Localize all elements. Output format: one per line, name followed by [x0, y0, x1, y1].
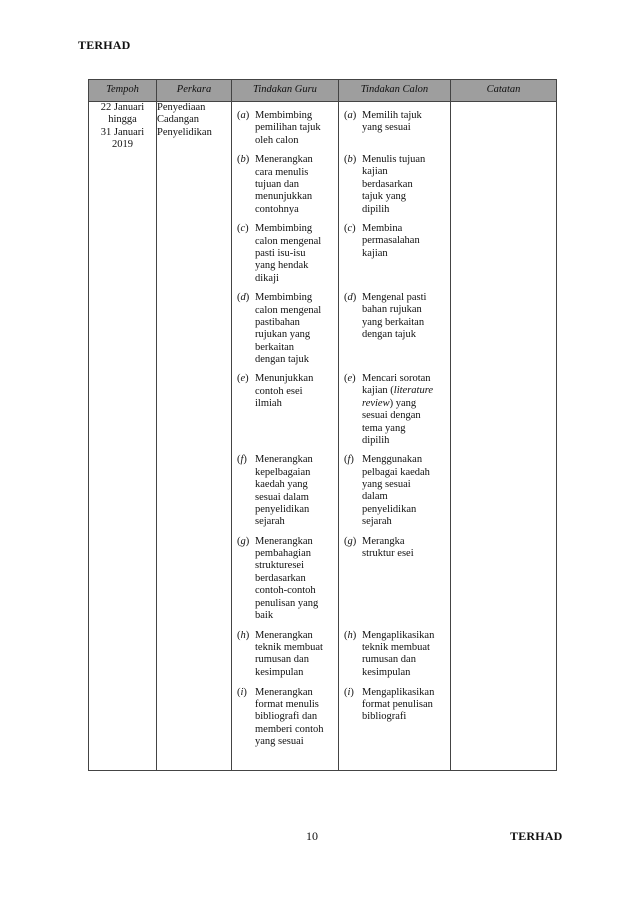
tempoh-line: 2019: [112, 139, 133, 151]
tindakan-guru-item-line: kepelbagaian: [255, 466, 311, 478]
tindakan-calon-item-line: permasalahan: [362, 235, 420, 247]
tindakan-calon-item-letter: (f): [344, 454, 354, 466]
tindakan-calon-item-line: Memilih tajuk: [362, 110, 422, 121]
tindakan-guru-item-line: Membimbing: [255, 110, 313, 121]
tindakan-guru-item: [232, 292, 338, 366]
catatan-cell: [451, 102, 557, 771]
tindakan-calon-item-line: berdasarkan: [362, 178, 413, 190]
tindakan-guru-item-text: [255, 536, 338, 623]
tindakan-guru-item-line: cara menulis: [255, 166, 309, 178]
tindakan-guru-item-line: teknik membuat: [255, 642, 323, 653]
tindakan-guru-item: [232, 223, 338, 285]
tindakan-calon-item-line: teknik membuat: [362, 641, 430, 653]
tindakan-calon-item-line: yang berkaitan: [362, 316, 425, 328]
tindakan-guru-item-line: Menerangkan: [255, 686, 313, 698]
tindakan-guru-item-line: tujuan dan: [255, 178, 300, 190]
tindakan-calon-item-text: [362, 292, 450, 366]
tindakan-guru-item-line: contoh-contoh: [255, 585, 316, 597]
tindakan-calon-item-letter: (e): [344, 373, 356, 384]
tindakan-guru-item: [232, 454, 338, 528]
tempoh-line: 31 Januari: [100, 126, 145, 138]
tindakan-calon-item-line: dipilih: [362, 203, 390, 215]
tindakan-guru-item-line: ilmiah: [255, 398, 282, 410]
tindakan-calon-item-text: [362, 154, 450, 216]
tindakan-guru-item-line: Menerangkan: [255, 154, 313, 166]
tindakan-calon-item-line: kesimpulan: [362, 666, 411, 678]
tindakan-calon-item: [339, 223, 450, 285]
tindakan-guru-item-line: contoh esei: [255, 385, 303, 397]
tindakan-guru-item-line: yang hendak: [255, 260, 309, 272]
tindakan-guru-item-line: Menerangkan: [255, 629, 313, 641]
tindakan-calon-item: [339, 154, 450, 216]
tindakan-calon-item: [339, 630, 450, 680]
header-tindakan-calon: Tindakan Calon: [339, 80, 451, 102]
tindakan-calon-item-line: yang sesuai: [362, 479, 411, 490]
tindakan-guru-item-line: berdasarkan: [255, 572, 306, 584]
tindakan-guru-item-line: sesuai dalam: [255, 491, 309, 503]
tindakan-guru-item-line: kaedah yang: [255, 479, 308, 491]
tindakan-guru-item-line: Menerangkan: [255, 535, 313, 547]
tindakan-calon-item: [339, 110, 450, 147]
tindakan-calon-item-text: [362, 536, 450, 623]
tindakan-guru-item: [232, 373, 338, 447]
tindakan-guru-item-line: pasti isu-isu: [255, 247, 306, 259]
tindakan-calon-item-line: dengan tajuk: [362, 329, 416, 341]
tindakan-guru-item: [232, 630, 338, 680]
schedule-table: [88, 79, 557, 771]
tindakan-guru-item-line: memberi contoh: [255, 723, 324, 735]
tindakan-guru-item-text: [255, 373, 338, 447]
perkara-line: Cadangan: [157, 114, 199, 126]
tindakan-calon-item-text: [362, 630, 450, 680]
tindakan-guru-item-line: Menunjukkan: [255, 373, 314, 385]
tindakan-calon-item-letter: (a): [344, 110, 357, 121]
tindakan-guru-list: [232, 102, 338, 770]
tindakan-calon-item-line: Mengenal pasti: [362, 292, 427, 303]
tindakan-guru-item-line: oleh calon: [255, 134, 299, 146]
tindakan-guru-item-line: sejarah: [255, 516, 285, 528]
tindakan-guru-item-line: Membimbing: [255, 292, 313, 304]
tindakan-calon-item-line: Menulis tujuan: [362, 154, 426, 165]
tindakan-calon-item-line: tema yang: [362, 422, 406, 434]
tempoh-line: hingga: [108, 114, 137, 126]
tindakan-calon-item-line: format penulisan: [362, 698, 433, 710]
tindakan-guru-item-line: format menulis: [255, 699, 319, 710]
tindakan-guru-item-line: pembahagian: [255, 548, 311, 559]
tindakan-calon-item-line: pelbagai kaedah: [362, 466, 430, 478]
tindakan-guru-item-line: strukturesei: [255, 560, 304, 572]
tindakan-calon-item-line: Mencari sorotan: [362, 373, 431, 384]
tindakan-guru-item-line: Membimbing: [255, 223, 313, 235]
tindakan-calon-item: [339, 292, 450, 366]
tindakan-calon-item-line: Merangka: [362, 535, 405, 547]
tindakan-calon-item-line: dipilih: [362, 434, 390, 446]
tindakan-guru-item: [232, 536, 338, 623]
tempoh-line: 22 Januari: [100, 102, 145, 113]
tindakan-calon-item-letter: (b): [344, 154, 357, 165]
tindakan-guru-item-letter: (i): [237, 686, 247, 698]
tindakan-calon-item-line: bahan rujukan: [362, 304, 422, 316]
tindakan-calon-item-line: Mengaplikasikan: [362, 686, 435, 698]
tindakan-guru-cell: [232, 102, 339, 771]
tindakan-calon-item: [339, 536, 450, 623]
tindakan-guru-item-line: contohnya: [255, 203, 299, 215]
tindakan-calon-item-text: [362, 223, 450, 285]
tempoh-cell: [89, 102, 157, 771]
tindakan-calon-item-line: struktur esei: [362, 547, 414, 559]
tindakan-calon-item-text: [362, 373, 450, 447]
tindakan-calon-item-line: Menggunakan: [362, 454, 423, 466]
classification-header: TERHAD: [78, 38, 131, 52]
tindakan-guru-item-line: bibliografi dan: [255, 711, 318, 723]
tindakan-calon-item-line: kajian: [362, 166, 388, 178]
tindakan-guru-item-letter: (c): [237, 223, 249, 235]
tindakan-calon-item-line: sesuai dengan: [362, 410, 421, 422]
tindakan-guru-item-letter: (d): [237, 292, 250, 304]
tindakan-guru-item-line: menunjukkan: [255, 191, 313, 203]
tindakan-guru-item-line: dikaji: [255, 272, 279, 284]
tindakan-guru-item-text: [255, 154, 338, 216]
table-row: [89, 102, 557, 771]
classification-footer: TERHAD: [510, 829, 563, 843]
tindakan-guru-item-line: kesimpulan: [255, 666, 304, 678]
tindakan-guru-item-line: penyelidikan: [255, 503, 310, 515]
tindakan-calon-item-line: review) yang: [362, 397, 417, 409]
tindakan-calon-item-line: kajian (literature: [362, 385, 434, 397]
tindakan-guru-item-letter: (g): [237, 535, 250, 547]
tindakan-calon-item-line: Mengaplikasikan: [362, 629, 435, 641]
tindakan-calon-item-letter: (d): [344, 292, 357, 303]
tindakan-calon-item: [339, 454, 450, 528]
tindakan-calon-item-text: [362, 110, 450, 147]
header-tempoh: Tempoh: [89, 80, 157, 102]
header-tindakan-guru: Tindakan Guru: [232, 80, 339, 102]
tindakan-calon-item-line: bibliografi: [362, 711, 407, 723]
tindakan-guru-item-line: rujukan yang: [255, 329, 311, 341]
tindakan-guru-item-text: [255, 630, 338, 680]
tindakan-calon-cell: [339, 102, 451, 771]
tindakan-guru-item-text: [255, 687, 338, 749]
tindakan-guru-item: [232, 687, 338, 749]
perkara-line: Penyediaan: [157, 102, 206, 113]
tindakan-calon-list: [339, 102, 450, 770]
tindakan-guru-item-line: rumusan dan: [255, 654, 309, 666]
page-number: 10: [306, 829, 318, 843]
tindakan-guru-item-text: [255, 223, 338, 285]
tindakan-guru-item-letter: (f): [237, 454, 247, 466]
tindakan-calon-item-line: dalam: [362, 491, 388, 503]
tindakan-guru-item-line: Menerangkan: [255, 454, 313, 466]
tindakan-guru-item-letter: (a): [237, 110, 250, 121]
tindakan-calon-item: [339, 687, 450, 749]
tindakan-guru-item-line: baik: [255, 609, 274, 621]
tindakan-guru-item-letter: (e): [237, 373, 249, 385]
tindakan-guru-item-text: [255, 454, 338, 528]
tindakan-calon-item-text: [362, 454, 450, 528]
tindakan-guru-item-line: berkaitan: [255, 341, 295, 353]
tindakan-calon-item-letter: (h): [344, 629, 357, 641]
tindakan-calon-item-line: Membina: [362, 223, 403, 234]
header-catatan: Catatan: [451, 80, 557, 102]
tindakan-guru-item-line: pastibahan: [255, 316, 300, 328]
tindakan-guru-item-line: calon mengenal: [255, 304, 322, 316]
tindakan-guru-item-line: calon mengenal: [255, 235, 322, 247]
table-header-row: [89, 80, 557, 102]
tindakan-calon-item-line: yang sesuai: [362, 122, 411, 134]
tindakan-calon-item: [339, 373, 450, 447]
tindakan-calon-item-line: kajian: [362, 247, 388, 259]
tindakan-calon-item-line: rumusan dan: [362, 654, 416, 666]
tindakan-calon-item-line: penyelidikan: [362, 503, 417, 515]
perkara-cell: [157, 102, 232, 771]
header-perkara: Perkara: [157, 80, 232, 102]
tindakan-guru-item: [232, 110, 338, 147]
tindakan-guru-item: [232, 154, 338, 216]
tindakan-guru-item-line: penulisan yang: [255, 597, 319, 609]
tindakan-guru-item-line: yang sesuai: [255, 736, 304, 748]
tindakan-calon-item-line: tajuk yang: [362, 191, 407, 203]
tindakan-guru-item-line: dengan tajuk: [255, 354, 309, 365]
tindakan-guru-item-letter: (b): [237, 154, 250, 166]
tindakan-guru-item-letter: (h): [237, 629, 250, 641]
tindakan-calon-item-letter: (c): [344, 223, 356, 234]
tindakan-guru-item-text: [255, 110, 338, 147]
perkara-line: Penyelidikan: [157, 126, 212, 138]
tindakan-calon-item-line: sejarah: [362, 516, 392, 528]
tindakan-guru-item-line: pemilihan tajuk: [255, 122, 321, 134]
tindakan-guru-item-text: [255, 292, 338, 366]
tindakan-calon-item-text: [362, 687, 450, 749]
tindakan-calon-item-letter: (i): [344, 686, 354, 698]
tindakan-calon-item-letter: (g): [344, 535, 357, 547]
